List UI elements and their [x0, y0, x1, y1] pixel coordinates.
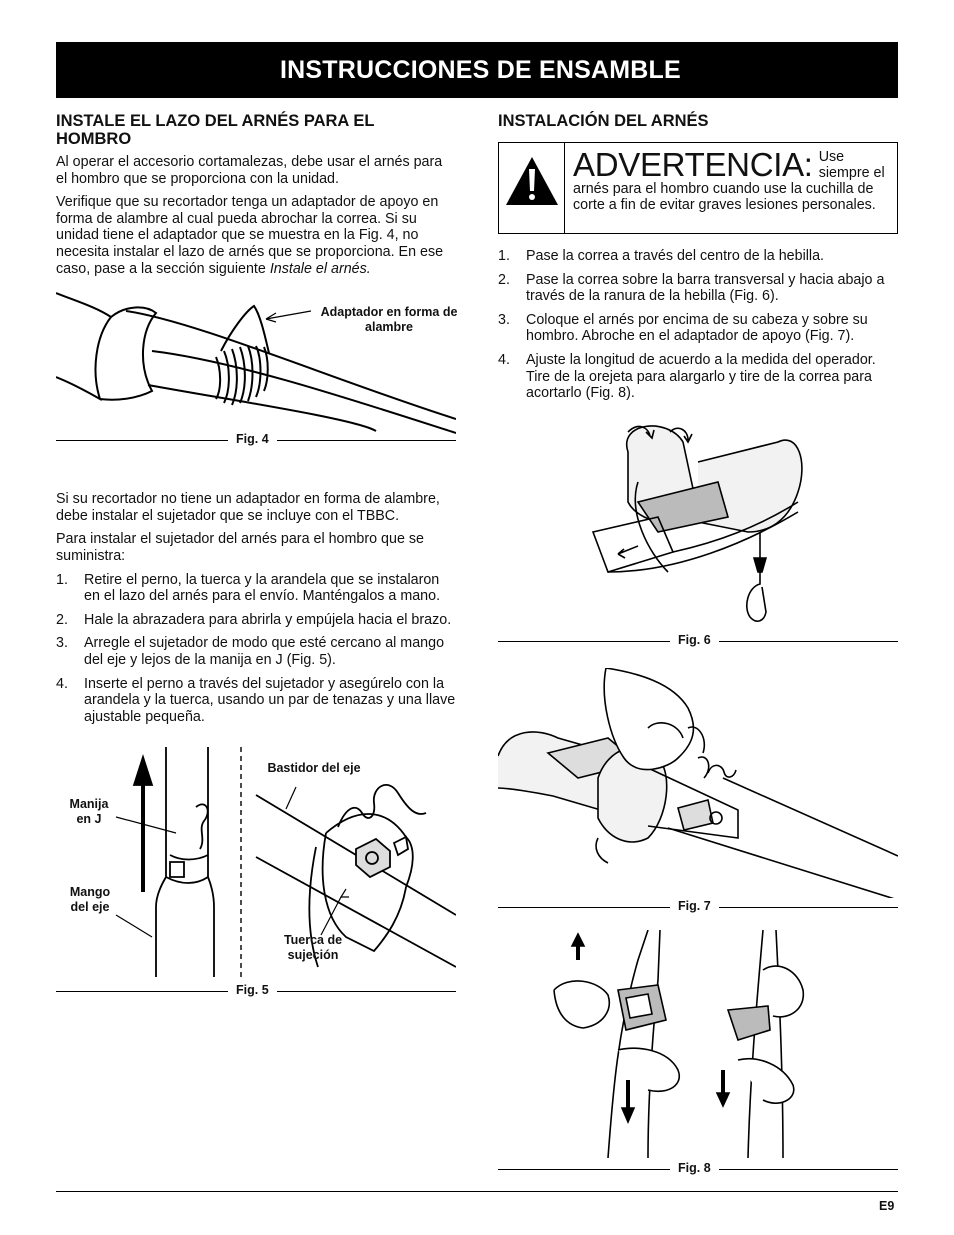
fig6-illustration	[498, 422, 898, 637]
section-heading-lazo: INSTALE EL LAZO DEL ARNÉS PARA EL HOMBRO	[56, 112, 375, 148]
fig4-label: Fig. 4	[228, 432, 277, 446]
left-steps-list	[56, 572, 456, 726]
paragraph-1: Al operar el accesorio cortamalezas, debe usar el arnés para el hombro que se proporciona con la unidad.	[56, 154, 443, 187]
page-number: E9	[879, 1199, 895, 1213]
right-step-3: 3. Coloque el arnés por encima de su cabeza y sobre su hombro. Abroche en el adaptador de apoyo (Fig. 7).	[498, 311, 868, 345]
right-step-1: 1. Pase la correa a través del centro de la hebilla.	[498, 248, 825, 264]
left-step-1: 1. Retire el perno, la tuerca y la arandela que se instalaron en el lazo del arnés para el envío. Manténgalos a mano.	[56, 571, 441, 605]
callout-mango-eje: Mango del eje	[69, 885, 111, 915]
fig7-illustration	[498, 668, 898, 898]
warning-icon-box	[499, 143, 565, 233]
paragraph-3: Si su recortador no tiene un adaptador en forma de alambre, debe instalar el sujetador que se incluye con el TBBC.	[56, 491, 440, 524]
header-bar	[56, 42, 898, 98]
warning-text-block	[573, 146, 893, 213]
right-step-2: 2. Pase la correa sobre la barra transversal y hacia abajo a través de la ranura de la hebilla (Fig. 6).	[498, 271, 885, 305]
page-title: INSTRUCCIONES DE ENSAMBLE	[280, 56, 681, 84]
fig7-label: Fig. 7	[670, 899, 719, 913]
figure-8	[498, 930, 898, 1202]
callout-manija-j: Manija en J	[69, 797, 109, 827]
fig8-label: Fig. 8	[670, 1161, 719, 1175]
left-step-3: 3. Arregle el sujetador de modo que esté cercano al mango del eje y lejos de la manija en J (Fig. 5).	[56, 635, 445, 668]
left-step-2: 2. Hale la abrazadera para abrirla y empújela hacia el brazo.	[56, 611, 452, 628]
figure-6	[498, 422, 898, 668]
section-reference: Instale el arnés.	[269, 260, 371, 277]
right-column	[498, 112, 898, 1202]
paragraph-2: Verifique que su recortador tenga un adaptador de apoyo en forma de alambre al cual pueda abrochar la correa. Si su unidad tiene el adaptador que se muestra en la Fig. 4, no necesita instalar el lazo de arnés que se proporciona. En ese caso, pase a la sección siguiente Instale el arnés.	[56, 194, 444, 277]
fig6-label: Fig. 6	[670, 633, 719, 647]
right-step-4: 4. Ajuste la longitud de acuerdo a la medida del operador. Tire de la orejeta para alargarlo y tire de la correa para acortarlo (Fig. 8).	[498, 351, 876, 402]
callout-adaptador: Adaptador en forma de alambre	[320, 305, 458, 335]
figure-7	[498, 668, 898, 930]
left-step-4: 4. Inserte el perno a través del sujetador y asegúrelo con la arandela y la tuerca, usando un par de tenazas y una llave ajustable pequeña.	[56, 675, 456, 725]
fig5-label: Fig. 5	[228, 983, 277, 997]
warning-triangle-icon	[504, 153, 560, 209]
callout-tuerca-sujecion: Tuerca de sujeción	[283, 933, 343, 963]
left-column	[56, 112, 456, 999]
callout-bastidor-eje: Bastidor del eje	[267, 761, 361, 776]
warning-title: ADVERTENCIA:	[573, 146, 813, 183]
section-heading-arnes: INSTALACIÓN DEL ARNÉS	[498, 112, 709, 130]
figure-4	[56, 291, 456, 469]
figure-5	[56, 737, 456, 999]
paragraph-4: Para instalar el sujetador del arnés para el hombro que se suministra:	[56, 531, 424, 564]
footer-rule	[56, 1191, 898, 1192]
right-steps-list	[498, 248, 898, 402]
warning-text: Use siempre el arnés para el hombro cuando use la cuchilla de corte a fin de evitar graves lesiones personales.	[573, 149, 885, 213]
fig8-illustration	[498, 930, 898, 1180]
warning-box	[498, 142, 898, 234]
